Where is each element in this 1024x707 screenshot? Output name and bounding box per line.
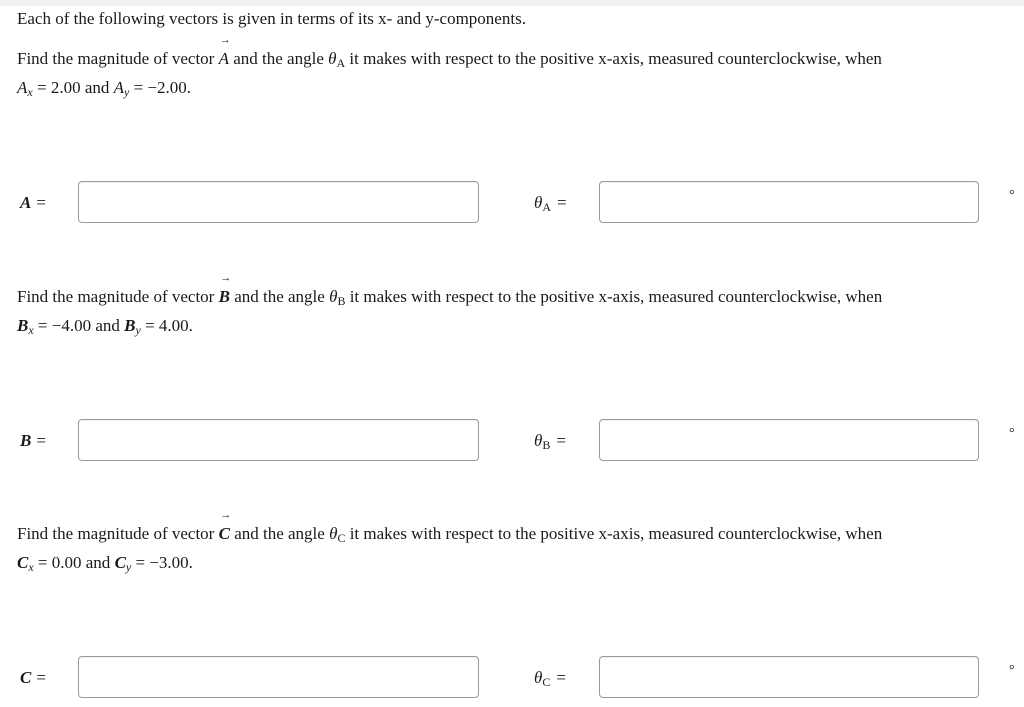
theta-subscript: A [542,200,552,214]
theta-subscript: C [542,675,551,689]
angle-label [534,668,566,688]
statement-middle: and the angle [233,49,324,68]
statement-start: Find the magnitude of vector [17,287,215,306]
statement-middle: and the angle [234,287,325,306]
x-component-value: 0.00 [51,553,82,572]
period: . [188,316,193,335]
equals-sign: = [36,431,46,450]
equals-sign: = [556,431,566,450]
degree-symbol: ° [1009,426,1015,441]
statement-start: Find the magnitude of vector [17,524,215,543]
magnitude-symbol: A [20,193,32,212]
equals-sign: = [135,553,146,572]
theta-symbol: θ [534,668,543,687]
equals-sign: = [36,668,46,687]
magnitude-c-input[interactable] [78,656,479,698]
equals-sign: = [557,193,567,212]
theta-symbol: θ [329,524,338,543]
theta-subscript: C [337,531,346,545]
intro-text [17,8,526,30]
intro-sentence: Each of the following vectors is given in terms of its x- and y-components. [17,9,526,28]
magnitude-label [20,668,46,688]
component-symbol: A [17,78,28,97]
statement-end: it makes with respect to the positive x-axis, measured counterclockwise, when [349,287,883,306]
component-symbol: A [113,78,124,97]
component-subscript: y [124,85,130,99]
vector-letter: B [218,287,230,306]
answer-row-a [0,180,1024,226]
component-subscript: y [125,560,132,574]
answer-row-b [0,418,1024,464]
statement-end: it makes with respect to the positive x-axis, measured counterclockwise, when [349,524,883,543]
y-component-value: −2.00 [147,78,187,97]
y-component-value: 4.00 [158,316,189,335]
component-symbol: B [124,316,136,335]
component-symbol: C [114,553,126,572]
equals-sign: = [133,78,144,97]
equals-sign: = [556,668,566,687]
magnitude-a-input[interactable] [78,181,479,223]
answer-row-c [0,655,1024,701]
x-component-value: 2.00 [50,78,81,97]
equals-sign: = [36,193,46,212]
angle-label [534,431,566,451]
magnitude-label [20,431,46,451]
theta-symbol: θ [534,193,543,212]
vector-letter: C [218,524,230,543]
period: . [188,553,193,572]
angle-b-input[interactable] [599,419,979,461]
x-component-value: −4.00 [51,316,92,335]
statement-start: Find the magnitude of vector [17,49,215,68]
theta-symbol: θ [329,287,338,306]
equals-sign: = [37,553,48,572]
vector-arrow-icon: → [220,509,232,521]
component-symbol: C [17,553,29,572]
magnitude-symbol: C [20,668,32,687]
angle-c-input[interactable] [599,656,979,698]
component-subscript: y [135,323,141,337]
top-bar [0,0,1024,6]
statement-middle: and the angle [234,524,325,543]
theta-subscript: B [542,438,551,452]
equals-sign: = [145,316,155,335]
component-subscript: x [28,560,34,574]
equals-sign: = [36,78,47,97]
component-subscript: x [28,323,34,337]
magnitude-label [20,193,46,213]
vector-arrow-icon: → [219,34,231,46]
angle-label [534,193,567,213]
vector-letter: A [218,49,229,68]
equals-sign: = [37,316,48,335]
theta-subscript: B [337,294,346,308]
problem-a-statement [17,34,1017,102]
period: . [186,78,192,97]
vector-b-symbol [218,272,232,311]
degree-symbol: ° [1009,663,1015,678]
and-word: and [85,553,111,572]
vector-arrow-icon: → [220,272,232,284]
theta-subscript: A [336,56,346,70]
component-symbol: B [17,316,29,335]
and-word: and [95,316,120,335]
and-word: and [84,78,110,97]
component-subscript: x [27,85,33,99]
angle-a-input[interactable] [599,181,979,223]
theta-symbol: θ [534,431,543,450]
vector-c-symbol [218,509,232,548]
problem-b-statement [17,272,1017,340]
theta-symbol: θ [328,49,337,68]
y-component-value: −3.00 [149,553,189,572]
problem-c-statement [17,509,1017,577]
magnitude-symbol: B [20,431,32,450]
statement-end: it makes with respect to the positive x-axis, measured counterclockwise, when [349,49,882,68]
degree-symbol: ° [1009,188,1015,203]
magnitude-b-input[interactable] [78,419,479,461]
vector-a-symbol [218,34,231,73]
